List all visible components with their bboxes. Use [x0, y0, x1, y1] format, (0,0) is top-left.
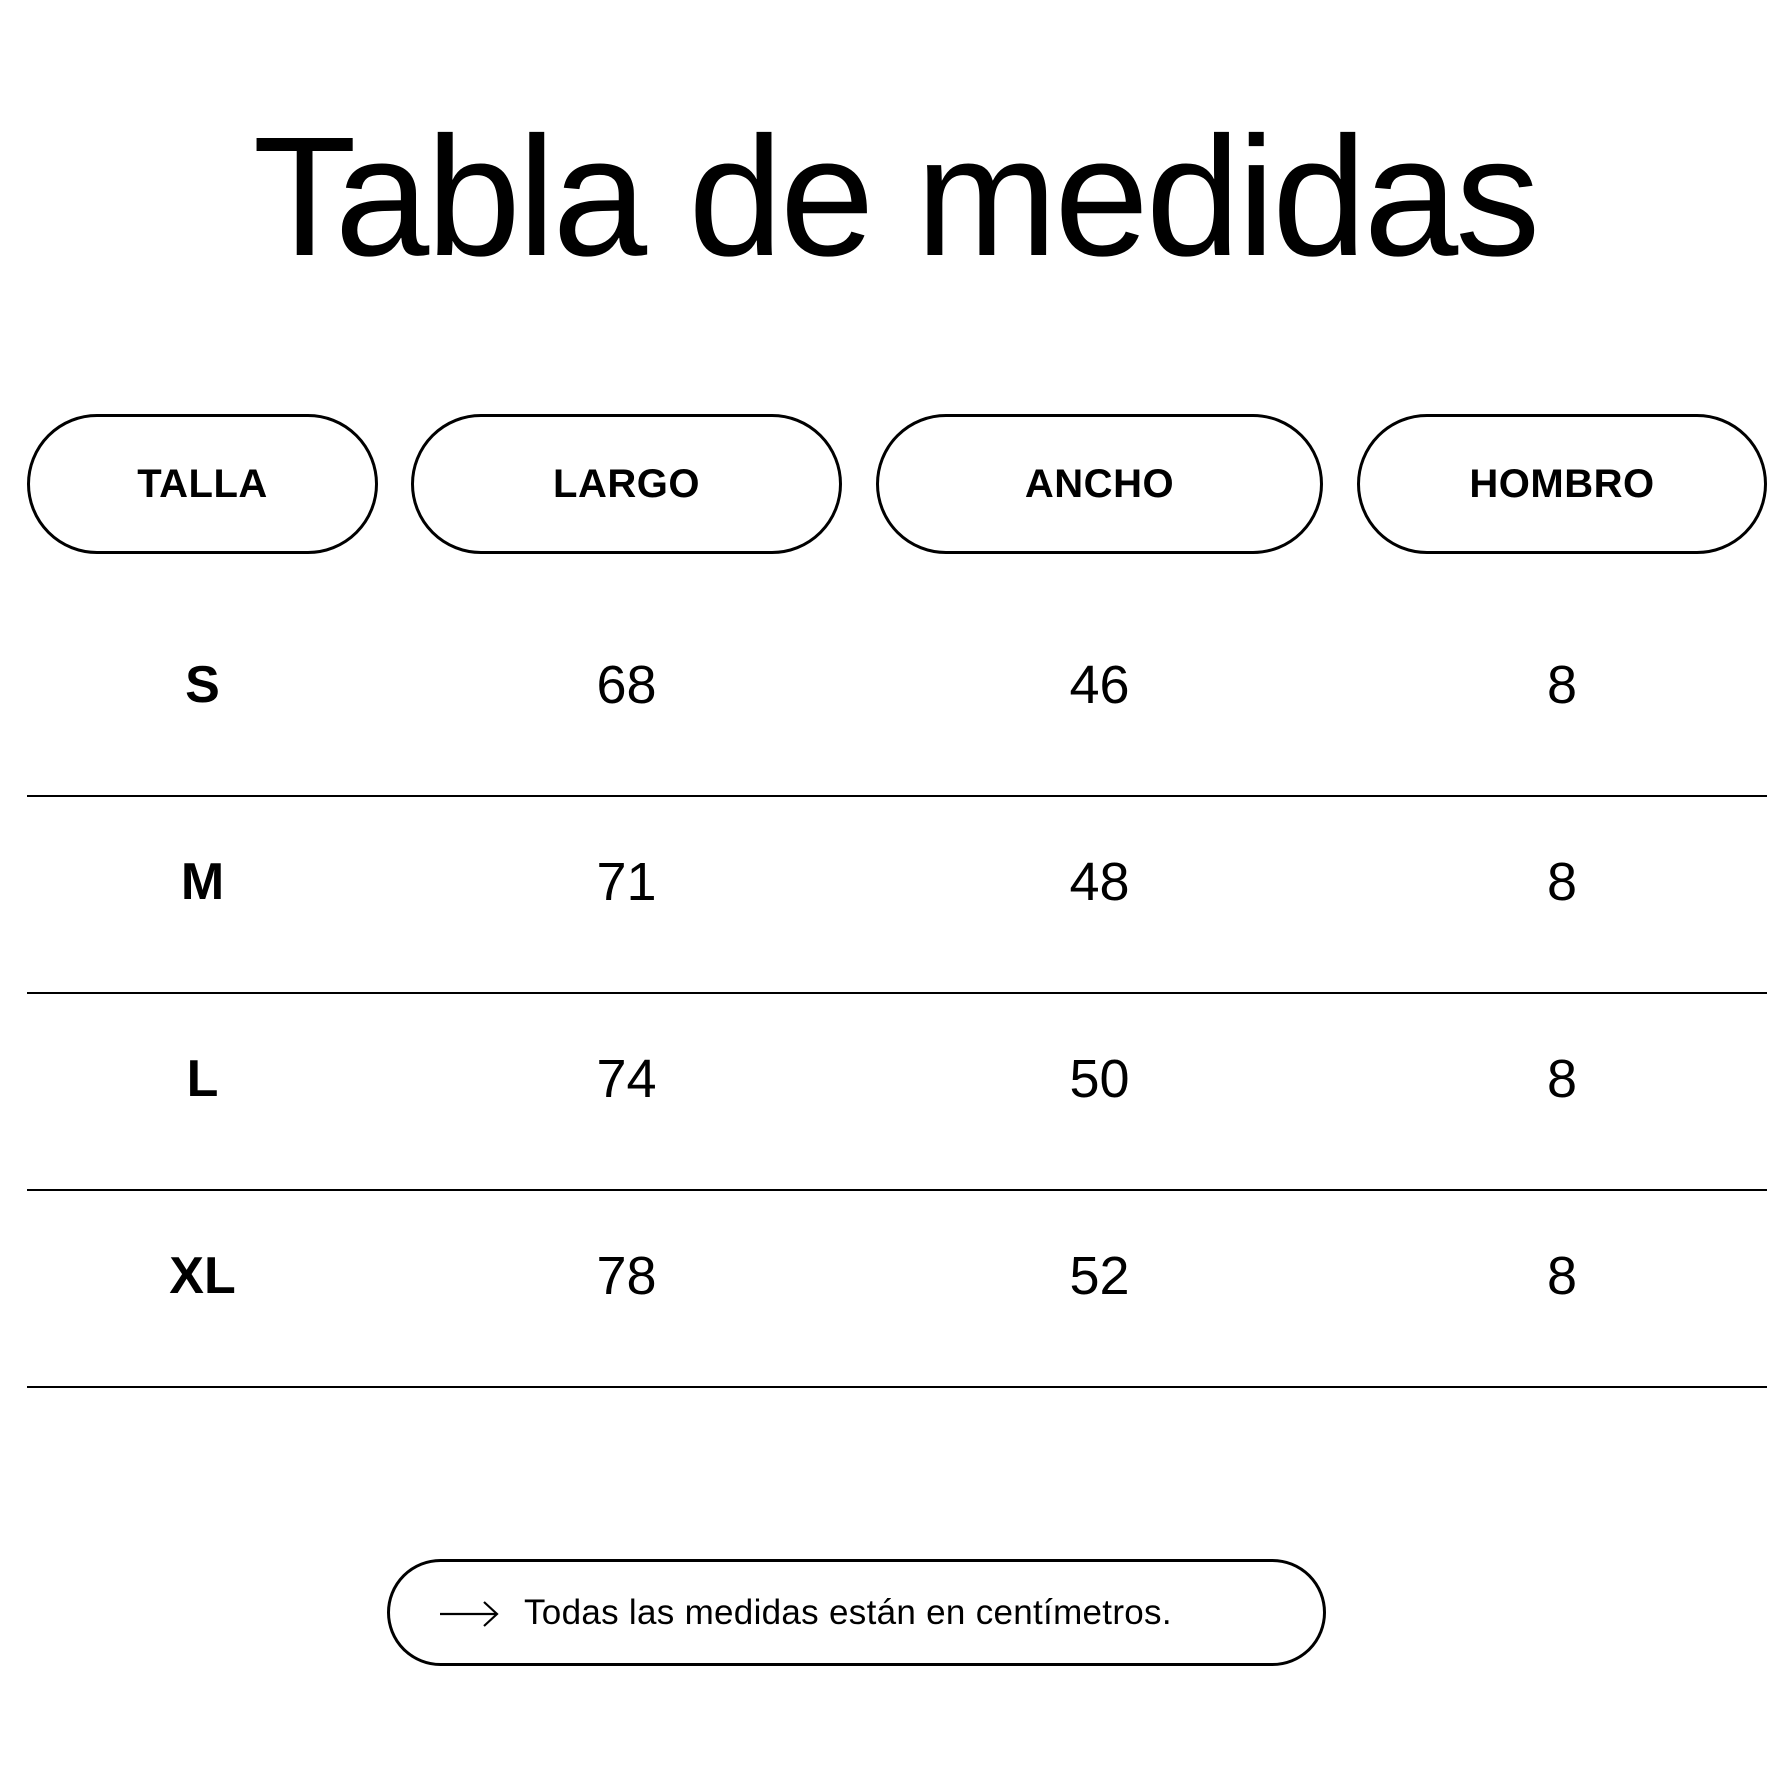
cell-ancho: 48 — [1069, 852, 1130, 912]
column-header-largo: LARGO — [411, 414, 842, 554]
table-row — [27, 994, 1767, 1191]
cell-talla: S — [185, 656, 220, 714]
cell-hombro: 8 — [1546, 1049, 1578, 1109]
page-title: Tabla de medidas — [252, 102, 1538, 292]
column-header-talla: TALLA — [27, 414, 378, 554]
cell-ancho: 46 — [1069, 655, 1130, 715]
cell-ancho: 52 — [1069, 1246, 1130, 1306]
table-row — [27, 600, 1767, 797]
units-note-text: Todas las medidas están en centímetros. — [524, 1592, 1172, 1632]
cell-talla: L — [186, 1050, 219, 1108]
table-row — [27, 797, 1767, 994]
cell-largo: 71 — [596, 852, 657, 912]
cell-largo: 74 — [596, 1049, 657, 1109]
cell-largo: 78 — [596, 1246, 657, 1306]
cell-hombro: 8 — [1546, 1246, 1578, 1306]
table-row — [27, 1191, 1767, 1388]
column-header-ancho: ANCHO — [876, 414, 1323, 554]
arrow-right-icon — [440, 1600, 500, 1628]
cell-largo: 68 — [596, 655, 657, 715]
cell-hombro: 8 — [1546, 655, 1578, 715]
cell-talla: M — [180, 853, 225, 911]
cell-ancho: 50 — [1069, 1049, 1130, 1109]
units-note — [387, 1559, 1326, 1666]
cell-hombro: 8 — [1546, 852, 1578, 912]
column-header-hombro: HOMBRO — [1357, 414, 1767, 554]
cell-talla: XL — [169, 1247, 236, 1305]
row-divider — [27, 1386, 1767, 1388]
